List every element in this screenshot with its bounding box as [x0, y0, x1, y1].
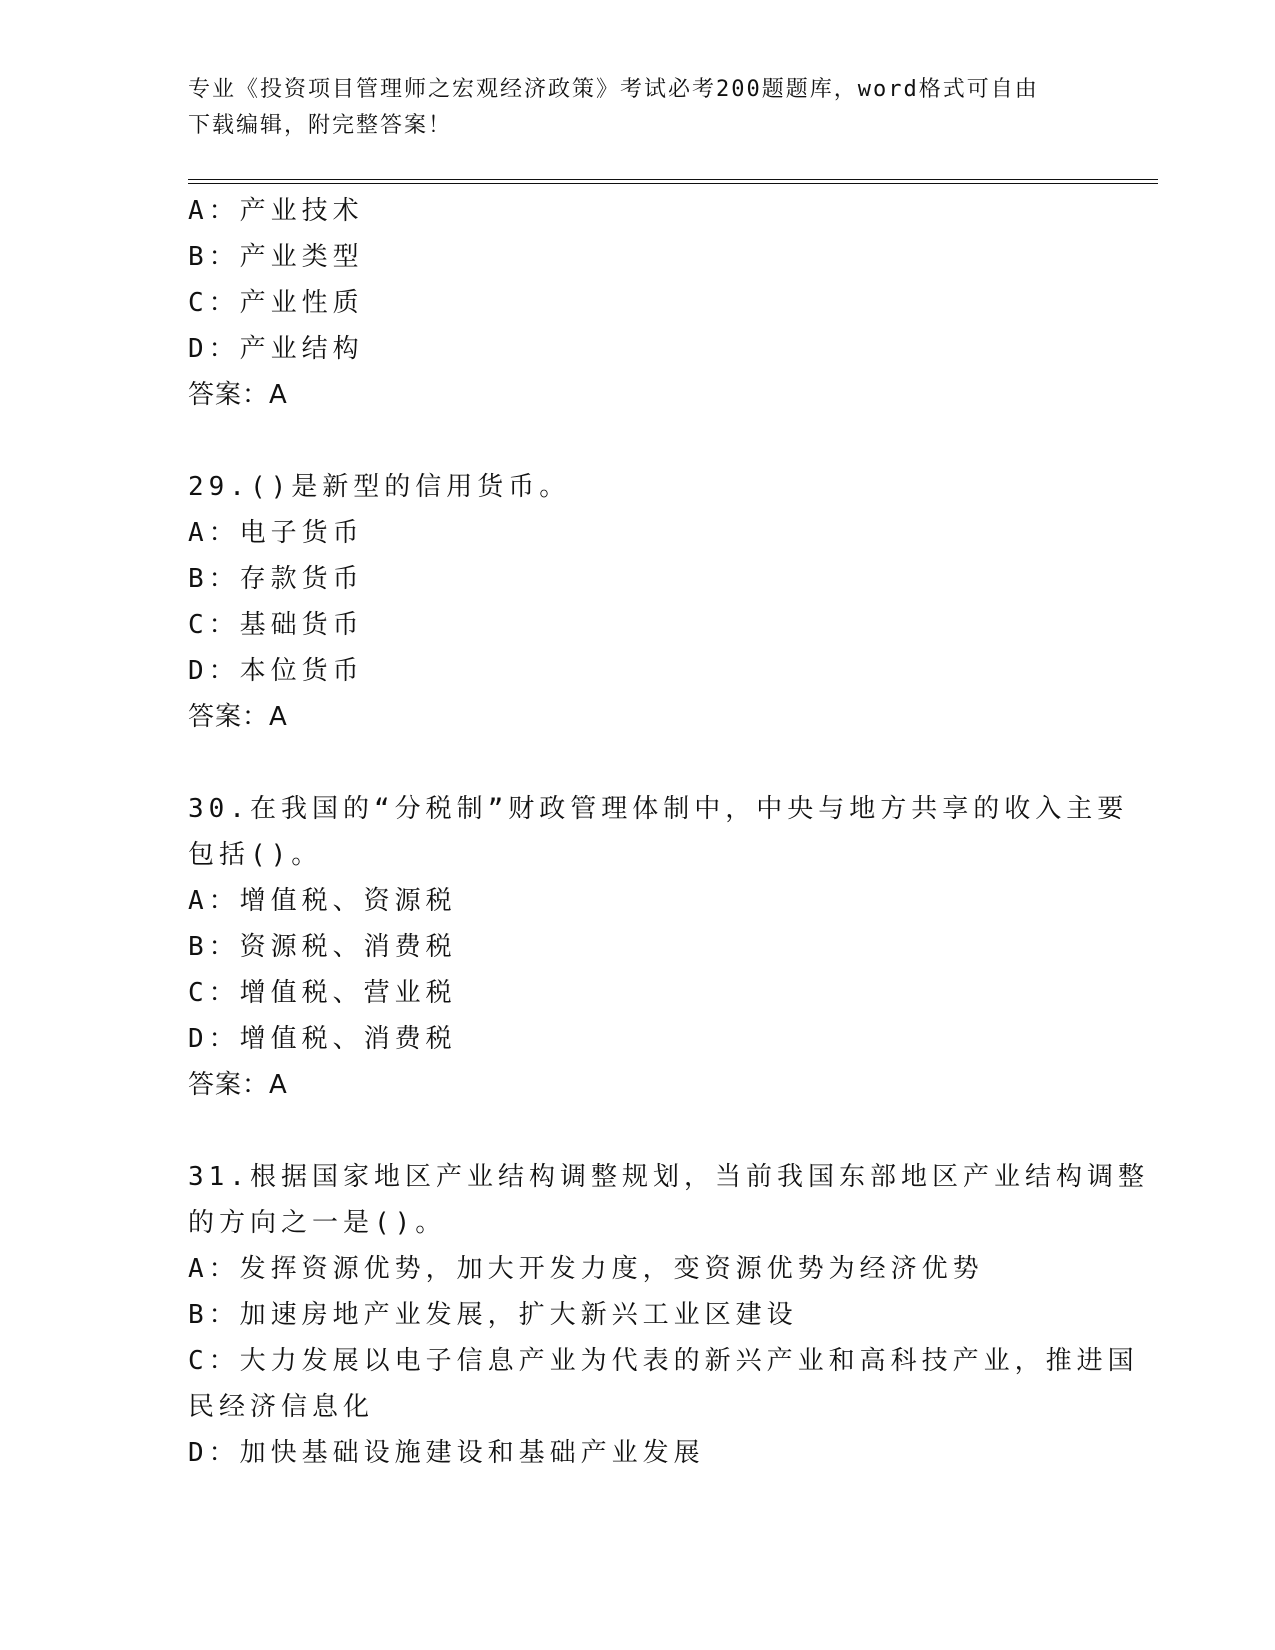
option-c: C：产业性质: [188, 288, 364, 318]
answer-label: 答案：A: [188, 1070, 288, 1100]
spacer: [188, 1108, 1088, 1154]
option-a: A：发挥资源优势，加大开发力度，变资源优势为经济优势: [188, 1254, 984, 1284]
question-content: [188, 188, 1149, 1476]
option-c-line-1: C：大力发展以电子信息产业为代表的新兴产业和高科技产业，推进国: [188, 1346, 1139, 1376]
header-divider-bottom: [188, 183, 1158, 184]
option-c: C：基础货币: [188, 610, 364, 640]
option-d: D：增值税、消费税: [188, 1024, 457, 1054]
question-text-line-2: 包括()。: [188, 840, 323, 870]
option-a: A：增值税、资源税: [188, 886, 457, 916]
question-text: 29.()是新型的信用货币。: [188, 472, 571, 502]
question-29-block: [188, 464, 1088, 740]
option-d: D：加快基础设施建设和基础产业发展: [188, 1438, 705, 1468]
option-b: B：存款货币: [188, 564, 364, 594]
header-line-2: 下载编辑，附完整答案！: [188, 113, 453, 138]
option-b: B：资源税、消费税: [188, 932, 457, 962]
question-30-block: [188, 786, 1129, 1108]
spacer: [188, 740, 1088, 786]
option-a: A：电子货币: [188, 518, 364, 548]
option-b: B：加速房地产业发展，扩大新兴工业区建设: [188, 1300, 798, 1330]
document-header: [188, 72, 1088, 144]
option-b: B：产业类型: [188, 242, 364, 272]
question-28-block: [188, 188, 1088, 418]
answer-label: 答案：A: [188, 702, 288, 732]
question-text-line-1: 31.根据国家地区产业结构调整规划，当前我国东部地区产业结构调整: [188, 1162, 1149, 1192]
option-a: A：产业技术: [188, 196, 364, 226]
question-text-line-1: 30.在我国的“分税制”财政管理体制中，中央与地方共享的收入主要: [188, 794, 1129, 824]
header-divider-top: [188, 179, 1158, 180]
option-d: D：产业结构: [188, 334, 364, 364]
option-c: C：增值税、营业税: [188, 978, 457, 1008]
option-d: D：本位货币: [188, 656, 364, 686]
spacer: [188, 418, 1088, 464]
question-31-block: [188, 1154, 1149, 1476]
header-line-1: 专业《投资项目管理师之宏观经济政策》考试必考200题题库，word格式可自由: [188, 77, 1039, 102]
answer-label: 答案：A: [188, 380, 288, 410]
question-text-line-2: 的方向之一是()。: [188, 1208, 447, 1238]
option-c-line-2: 民经济信息化: [188, 1392, 375, 1422]
